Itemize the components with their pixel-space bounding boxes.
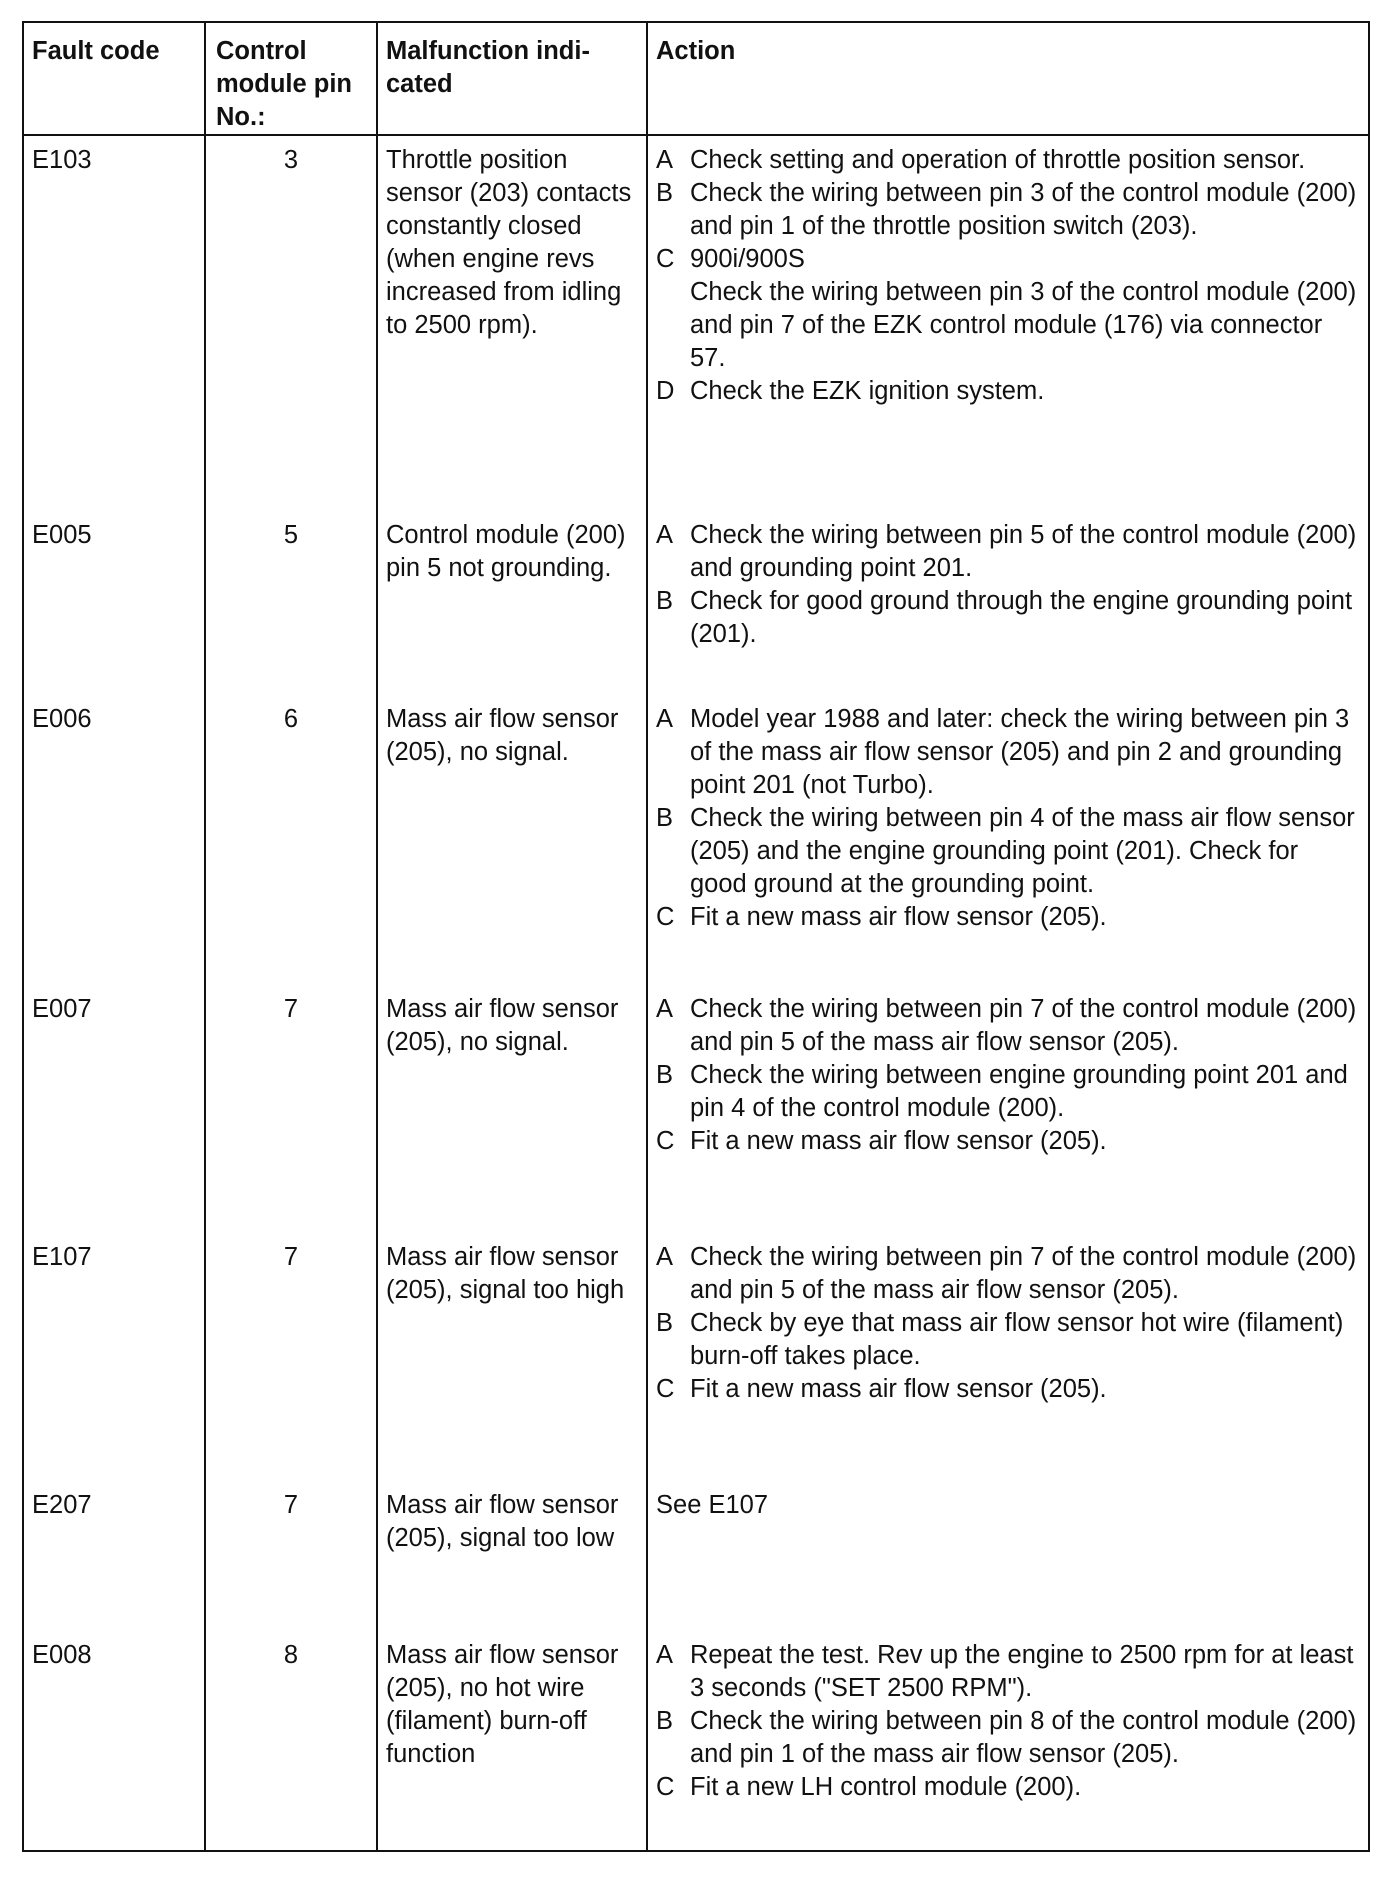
action-item [656, 1705, 1360, 1771]
action-item [656, 901, 1360, 934]
action-letter: D [656, 377, 675, 405]
header-malfunction: Malfunction indi-cated [377, 22, 647, 135]
action-letter: B [656, 179, 674, 207]
action-text: Fit a new mass air flow sensor (205). [690, 1127, 1107, 1155]
header-row [23, 22, 1369, 135]
action-item [656, 1059, 1360, 1125]
action-item [656, 993, 1360, 1059]
action-text: Repeat the test. Rev up the engine to 2500 rpm for at least 3 seconds ("SET 2500 RPM"). [690, 1641, 1354, 1702]
action-subtext: Check the wiring between pin 3 of the control module (200) and pin 7 of the EZK control module (176) via connector 57. [690, 278, 1357, 372]
action-cell [647, 1631, 1369, 1851]
pin-cell: 8 [205, 1631, 377, 1851]
action-item [656, 177, 1360, 243]
table-row [23, 695, 1369, 985]
fault-code-table [22, 21, 1370, 1852]
action-item [656, 144, 1360, 177]
action-letter: A [656, 146, 674, 174]
action-letter: A [656, 521, 674, 549]
action-letter: C [656, 903, 675, 931]
action-text: Check for good ground through the engine grounding point (201). [690, 587, 1353, 648]
action-letter: C [656, 1127, 675, 1155]
fault-code-cell: E005 [23, 511, 205, 695]
action-item [656, 802, 1360, 901]
fault-code-cell: E006 [23, 695, 205, 985]
table-row [23, 1233, 1369, 1481]
pin-cell: 7 [205, 1233, 377, 1481]
table-row [23, 511, 1369, 695]
action-item [656, 1771, 1360, 1804]
table-row [23, 135, 1369, 511]
pin-cell: 5 [205, 511, 377, 695]
fault-code-cell: E107 [23, 1233, 205, 1481]
header-fault-code: Fault code [23, 22, 205, 135]
action-cell [647, 1233, 1369, 1481]
malfunction-cell: Mass air flow sensor (205), no hot wire (filament) burn-off function [377, 1631, 647, 1851]
action-text: Check the wiring between pin 7 of the control module (200) and pin 5 of the mass air flow sensor (205). [690, 995, 1357, 1056]
malfunction-cell: Mass air flow sensor (205), no signal. [377, 985, 647, 1233]
action-text: Check setting and operation of throttle position sensor. [690, 146, 1306, 174]
action-item [656, 703, 1360, 802]
table-row [23, 985, 1369, 1233]
action-cell [647, 1481, 1369, 1631]
fault-code-cell: E008 [23, 1631, 205, 1851]
action-item [656, 519, 1360, 585]
action-text: Check the wiring between engine grounding point 201 and pin 4 of the control module (200). [690, 1061, 1348, 1122]
action-text: Check the wiring between pin 5 of the control module (200) and grounding point 201. [690, 521, 1357, 582]
pin-cell: 6 [205, 695, 377, 985]
header-pin: Control module pin No.: [205, 22, 377, 135]
action-cell [647, 135, 1369, 511]
action-item [656, 1373, 1360, 1406]
action-letter: A [656, 1243, 674, 1271]
action-letter: C [656, 245, 675, 273]
action-letter: A [656, 705, 674, 733]
malfunction-cell: Mass air flow sensor (205), signal too high [377, 1233, 647, 1481]
pin-cell: 7 [205, 1481, 377, 1631]
action-text: Check the wiring between pin 7 of the control module (200) and pin 5 of the mass air flow sensor (205). [690, 1243, 1357, 1304]
action-letter: C [656, 1375, 675, 1403]
table-row [23, 1481, 1369, 1631]
action-letter: B [656, 1309, 674, 1337]
action-item [656, 585, 1360, 651]
action-item [656, 1639, 1360, 1705]
action-letter: B [656, 1061, 674, 1089]
action-cell [647, 695, 1369, 985]
fault-code-cell: E207 [23, 1481, 205, 1631]
action-cell [647, 985, 1369, 1233]
action-text: Check the EZK ignition system. [690, 377, 1045, 405]
action-letter: A [656, 1641, 674, 1669]
action-text: Check the wiring between pin 8 of the control module (200) and pin 1 of the mass air flow sensor (205). [690, 1707, 1357, 1768]
action-text: 900i/900S [690, 245, 805, 273]
action-text: Check the wiring between pin 3 of the control module (200) and pin 1 of the throttle position switch (203). [690, 179, 1357, 240]
action-item [656, 1307, 1360, 1373]
malfunction-cell: Control module (200) pin 5 not grounding. [377, 511, 647, 695]
action-text: Fit a new mass air flow sensor (205). [690, 1375, 1107, 1403]
action-text: Model year 1988 and later: check the wiring between pin 3 of the mass air flow sensor (205) and pin 2 and grounding point 201 (not Turbo). [690, 705, 1350, 799]
action-item [656, 375, 1360, 408]
action-text: Fit a new LH control module (200). [690, 1773, 1082, 1801]
malfunction-cell: Mass air flow sensor (205), no signal. [377, 695, 647, 985]
action-letter: B [656, 1707, 674, 1735]
malfunction-cell: Throttle position sensor (203) contacts constantly closed (when engine revs increased from idling to 2500 rpm). [377, 135, 647, 511]
pin-cell: 7 [205, 985, 377, 1233]
action-text: Check by eye that mass air flow sensor hot wire (filament) burn-off takes place. [690, 1309, 1344, 1370]
action-text: Fit a new mass air flow sensor (205). [690, 903, 1107, 931]
table-row [23, 1631, 1369, 1851]
action-letter: C [656, 1773, 675, 1801]
see-reference: See E107 [656, 1491, 769, 1519]
action-item [656, 243, 1360, 276]
action-letter: B [656, 587, 674, 615]
pin-cell: 3 [205, 135, 377, 511]
fault-code-cell: E103 [23, 135, 205, 511]
action-item [656, 1125, 1360, 1158]
header-action: Action [647, 22, 1369, 135]
malfunction-cell: Mass air flow sensor (205), signal too low [377, 1481, 647, 1631]
action-letter: A [656, 995, 674, 1023]
action-letter: B [656, 804, 674, 832]
fault-code-cell: E007 [23, 985, 205, 1233]
action-text: Check the wiring between pin 4 of the mass air flow sensor (205) and the engine grounding point (201). Check for good ground at the grounding point. [690, 804, 1355, 898]
action-cell [647, 511, 1369, 695]
action-item [656, 1241, 1360, 1307]
